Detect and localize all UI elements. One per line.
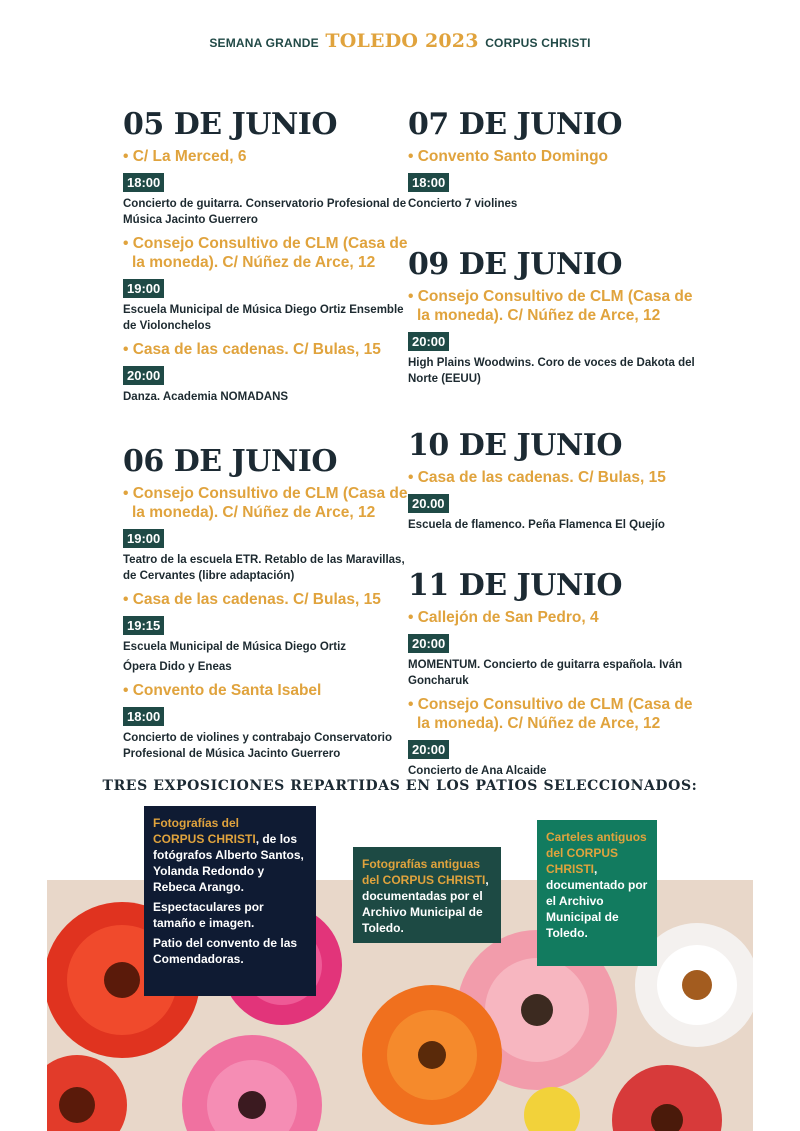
day-07: [408, 106, 698, 212]
time-badge: 20:00: [408, 740, 449, 759]
event-description: Concierto de Ana Alcaide: [408, 765, 547, 777]
venue: • Casa de las cadenas. C/ Bulas, 15: [123, 590, 413, 609]
day-title: 11 DE JUNIO: [408, 568, 622, 603]
day-09: [408, 246, 698, 387]
header-center: TOLEDO 2023: [325, 30, 479, 52]
box-highlight: Fotografías antiguas: [362, 857, 481, 871]
venue: • Convento Santo Domingo: [408, 147, 698, 166]
event-description: [123, 639, 413, 675]
day-title: 09 DE JUNIO: [408, 247, 622, 282]
day-06: [123, 443, 413, 762]
time-badge: 20.00: [408, 494, 449, 513]
day-11: [408, 567, 698, 779]
time-badge: 20:00: [408, 332, 449, 351]
event-line: Escuela Municipal de Música Diego Ortiz: [123, 641, 347, 653]
time-badge: 20:00: [123, 366, 164, 385]
box-text: , documentadas por el Archivo Municipal de Toledo.: [362, 873, 489, 935]
box-highlight: Carteles antiguos del CORPUS CHRISTI: [546, 830, 647, 876]
time-badge: 18:00: [123, 707, 164, 726]
time-badge: 19:00: [123, 529, 164, 548]
day-10: [408, 427, 698, 533]
time-badge: 18:00: [408, 173, 449, 192]
day-title: 06 DE JUNIO: [123, 444, 337, 479]
box-text: Patio del convento de las Comendadoras.: [153, 936, 298, 966]
day-title: 05 DE JUNIO: [123, 107, 337, 142]
expositions-title: TRES EXPOSICIONES REPARTIDAS EN LOS PATIOS SELECCIONADOS:: [102, 778, 698, 794]
box-highlight: CORPUS CHRISTI: [153, 832, 256, 846]
box-text: , documentado por el Archivo Municipal de Toledo.: [546, 862, 648, 940]
event-description: Concierto de violines y contrabajo Conservatorio Profesional de Música Jacinto Guerrero: [123, 732, 393, 760]
event-description: Concierto 7 violines: [408, 198, 518, 210]
event-description: High Plains Woodwins. Coro de voces de Dakota del Norte (EEUU): [408, 357, 695, 385]
event-description: Concierto de guitarra. Conservatorio Profesional de Música Jacinto Guerrero: [123, 198, 407, 226]
box-text: Espectaculares por tamaño e imagen.: [153, 900, 264, 930]
box-highlight: del CORPUS CHRISTI: [362, 873, 486, 887]
box-text: , de los fotógrafos Alberto Santos, Yolanda Redondo y Rebeca Arango.: [153, 832, 304, 894]
header-left: SEMANA GRANDE: [209, 36, 319, 50]
event-description: Escuela de flamenco. Peña Flamenca El Quejío: [408, 519, 665, 531]
event-line: Ópera Dido y Eneas: [123, 661, 232, 673]
flower-orange: [362, 985, 502, 1125]
header-right: CORPUS CHRISTI: [485, 36, 591, 50]
exposition-box-2: [353, 847, 501, 943]
page-header: [0, 30, 800, 52]
right-column: [408, 106, 698, 785]
time-badge: 19:00: [123, 279, 164, 298]
left-column: [123, 106, 413, 768]
event-description: MOMENTUM. Concierto de guitarra española. Iván Goncharuk: [408, 659, 683, 687]
venue: • Consejo Consultivo de CLM (Casa de la moneda). C/ Núñez de Arce, 12: [408, 287, 698, 325]
venue: • C/ La Merced, 6: [123, 147, 413, 166]
time-badge: 18:00: [123, 173, 164, 192]
venue: • Casa de las cadenas. C/ Bulas, 15: [408, 468, 698, 487]
event-description: Danza. Academia NOMADANS: [123, 391, 289, 403]
event-description: Escuela Municipal de Música Diego Ortiz Ensemble de Violonchelos: [123, 304, 404, 332]
box-highlight: Fotografías del: [153, 816, 240, 830]
venue: • Convento de Santa Isabel: [123, 681, 413, 700]
day-title: 10 DE JUNIO: [408, 428, 622, 463]
time-badge: 20:00: [408, 634, 449, 653]
time-badge: 19:15: [123, 616, 164, 635]
venue: • Consejo Consultivo de CLM (Casa de la moneda). C/ Núñez de Arce, 12: [408, 695, 698, 733]
exposition-box-1: [144, 806, 316, 996]
venue: • Callejón de San Pedro, 4: [408, 608, 698, 627]
day-05: [123, 106, 413, 405]
venue: • Consejo Consultivo de CLM (Casa de la moneda). C/ Núñez de Arce, 12: [123, 484, 413, 522]
venue: • Casa de las cadenas. C/ Bulas, 15: [123, 340, 413, 359]
event-description: Teatro de la escuela ETR. Retablo de las Maravillas, de Cervantes (libre adaptación): [123, 554, 405, 582]
exposition-box-3: [537, 820, 657, 966]
venue: • Consejo Consultivo de CLM (Casa de la moneda). C/ Núñez de Arce, 12: [123, 234, 413, 272]
day-title: 07 DE JUNIO: [408, 107, 622, 142]
